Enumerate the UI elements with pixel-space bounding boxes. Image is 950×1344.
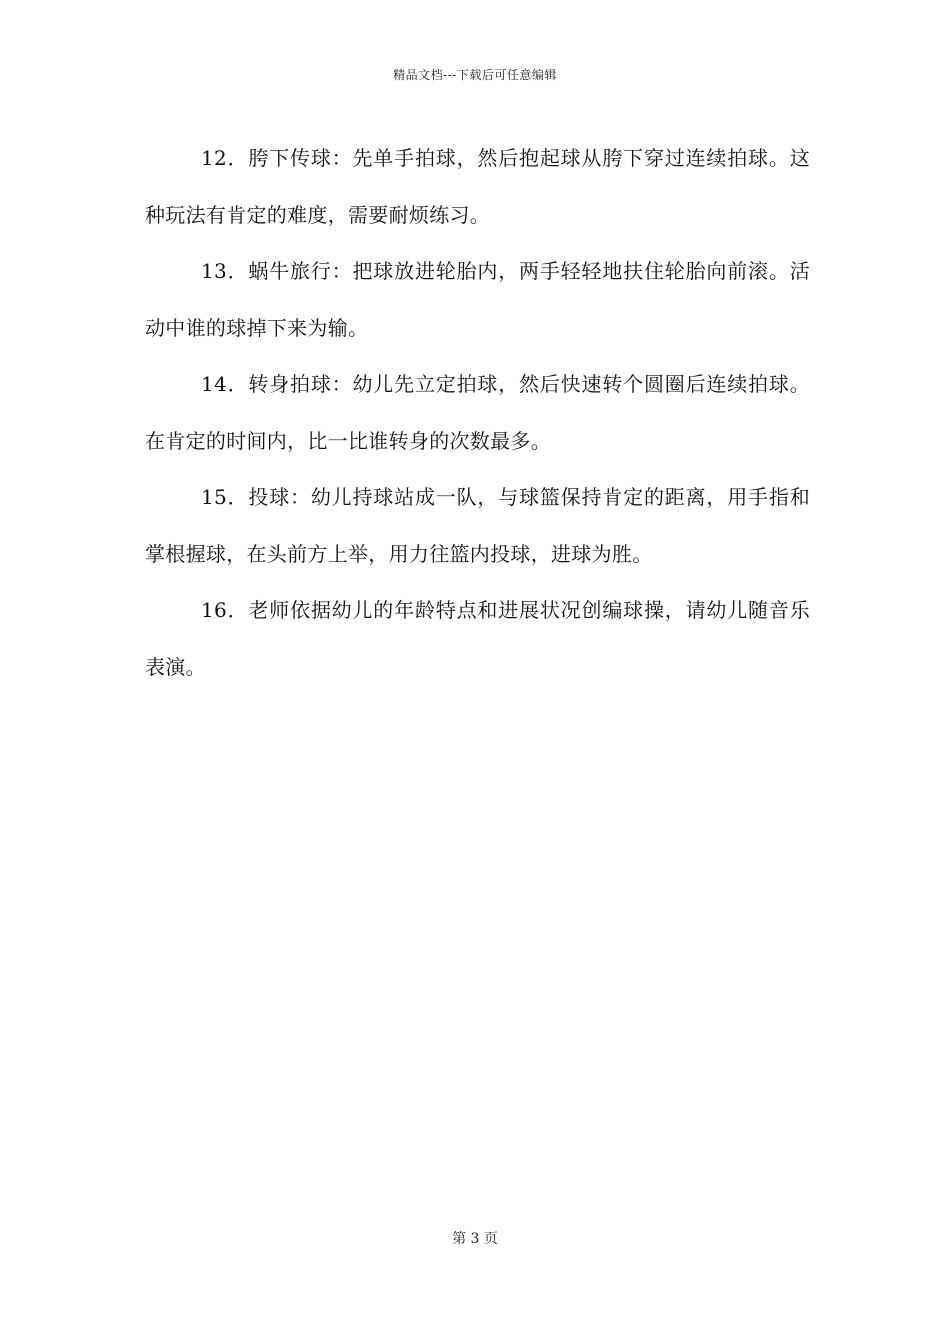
paragraph-13: 13．蜗牛旅行：把球放进轮胎内，两手轻轻地扶住轮胎向前滚。活动中谁的球掉下来为输。 (145, 259, 810, 340)
page-number: 第 3 页 (452, 1231, 498, 1247)
document-body (145, 130, 810, 695)
paragraph-14: 14．转身拍球：幼儿先立定拍球，然后快速转个圆圈后连续拍球。在肯定的时间内，比一比谁转身的次数最多。 (145, 372, 810, 453)
paragraph-16: 16．老师依据幼儿的年龄特点和进展状况创编球操，请幼儿随音乐表演。 (145, 598, 810, 679)
paragraph-12: 12．胯下传球：先单手拍球，然后抱起球从胯下穿过连续拍球。这种玩法有肯定的难度，需要耐烦练习。 (145, 146, 810, 227)
paragraph-15: 15．投球：幼儿持球站成一队，与球篮保持肯定的距离，用手指和掌根握球，在头前方上举，用力往篮内投球，进球为胜。 (145, 485, 810, 566)
page-header: 精品文档---下载后可任意编辑 (393, 68, 557, 82)
